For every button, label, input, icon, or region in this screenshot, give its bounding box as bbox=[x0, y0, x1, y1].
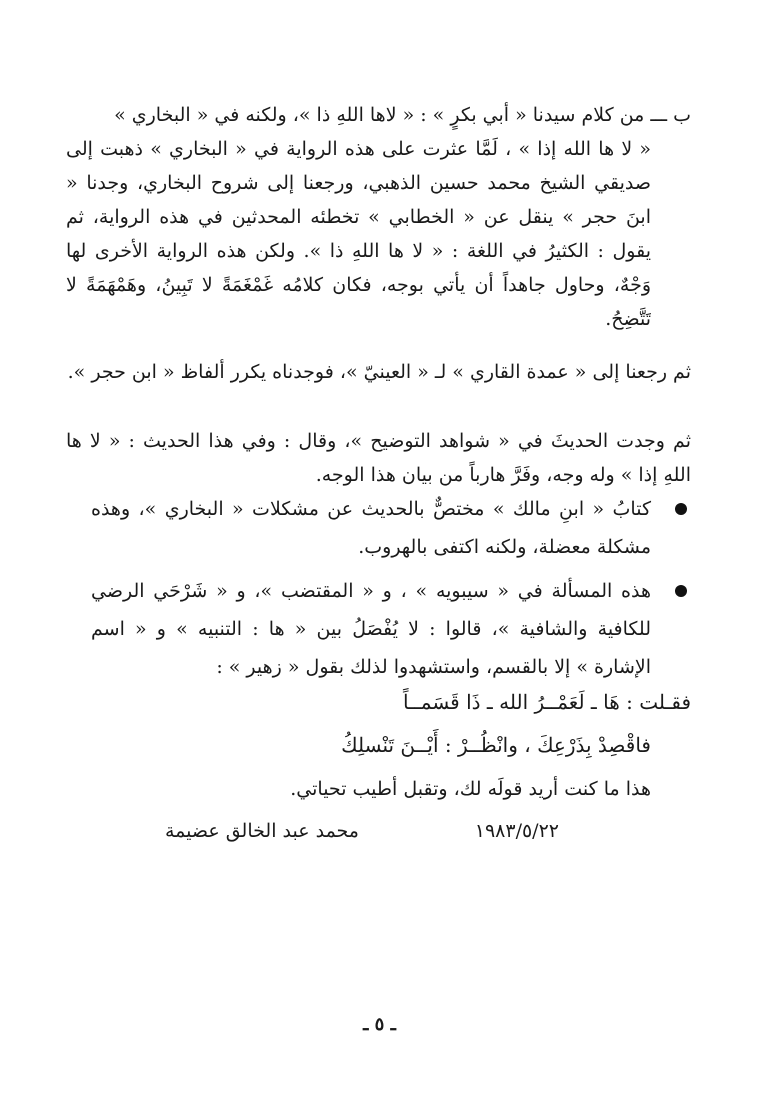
bullet-item: هذه المسألة في « سيبويه » ، و « المقتضب »، و « شَرْحَي الرضي للكافية والشافية »، قالوا : لا يُفْصَلُ بين « ها : التنبيه » و « اسم الإشارة » إلا بالقسم، واستشهدوا لذلك بقول « زهير » : bbox=[91, 580, 651, 678]
verse-line-1: فقـلت : هَا ـ لَعَمْــرُ الله ـ ذَا قَسَمــاً bbox=[402, 690, 691, 714]
paragraph-b-body: « لا ها الله إذا » ، لَمَّا عثرت على هذه الرواية في « البخاري » ذهبت إلى صديقي الشيخ محمد حسين الذهبي، ورجعنا إلى شروح البخاري، وجدنا « ابنَ حجر » ينقل عن « الخطابي » تخطئه المحدثين في هذه الرواية، ثم يقول : الكثيرُ في اللغة : « لا ها اللهِ ذا ». ولكن هذه الرواية الأخرى لها وَجْهٌ، وحاول جاهداً أن يأتي بوجه، فكان كلامُه غَمْغَمَةً لا تَبِينُ، وهَمْهَمَةً لا تَتَّضِحُ. bbox=[66, 138, 651, 330]
bullet-icon bbox=[675, 585, 687, 597]
paragraph-b-first-line: ب ـــ من كلام سيدنا « أبي بكرٍ » : « لاها اللهِ ذا »، ولكنه في « البخاري » bbox=[114, 104, 691, 126]
bullet-icon bbox=[675, 503, 687, 515]
signature-name: محمد عبد الخالق عضيمة bbox=[164, 820, 359, 842]
closing-line: هذا ما كنت أريد قولَه لك، وتقبل أطيب تحياتي. bbox=[290, 778, 651, 800]
page-number: ـ ٥ ـ bbox=[363, 1014, 396, 1035]
signature-date: ١٩٨٣/٥/٢٢ bbox=[474, 820, 559, 842]
paragraph-umda: ثم رجعنا إلى « عمدة القاري » لـ « العينيّ »، فوجدناه يكرر ألفاظ « ابن حجر ». bbox=[67, 361, 691, 383]
bullet-item: كتابُ « ابنِ مالك » مختصٌّ بالحديث عن مشكلات « البخاري »، وهذه مشكلة معضلة، ولكنه اكتفى بالهروب. bbox=[91, 498, 651, 558]
paragraph-shawahid: ثم وجدت الحديثَ في « شواهد التوضيح »، وقال : وفي هذا الحديث : « لا ها اللهِ إذا » وله وجه، وفَرَّ هارباً من بيان هذا الوجه. bbox=[66, 430, 691, 486]
verse-line-2: فاقْصِدْ بِذَرْعِكَ ، وانْظُــرْ : أَيْــنَ تَنْسلِكُ bbox=[341, 733, 651, 757]
